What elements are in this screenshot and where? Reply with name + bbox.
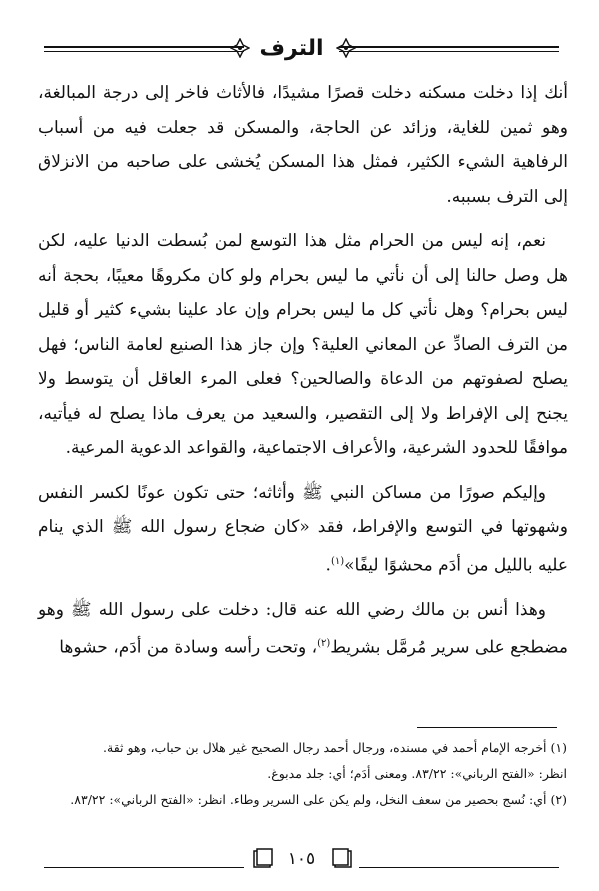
paragraph-3-end: .	[325, 555, 331, 576]
footer-rule-right	[359, 867, 559, 868]
footnote-2: (٢) أي: نُسج بحصير من سعف النخل، ولم يكن على السرير وطاء. انظر: «الفتح الرباني»: ٨٣/٢٢.	[70, 792, 567, 807]
paragraph-3-text: وإليكم صورًا من مساكن النبي ﷺ وأثاثه؛ حتى تكون عونًا لكسر النفس وشهوتها في التوسع والإفراط، فقد «كان ضجاع رسول الله ﷺ الذي ينام عليه بالليل من أدَم محشوًا ليفًا»	[38, 482, 568, 576]
footnote-ref-1[interactable]: (١)	[330, 555, 345, 567]
header-rule-left-thin	[44, 51, 244, 52]
ornament-right-icon	[336, 38, 356, 58]
book-ornament-left-icon	[252, 848, 274, 870]
book-ornament-right-icon	[331, 848, 353, 870]
running-header	[44, 32, 559, 68]
main-text	[38, 76, 568, 665]
paragraph-4	[38, 593, 568, 666]
header-rule-right	[339, 46, 559, 48]
running-title: الترف	[259, 36, 324, 61]
footnotes	[40, 735, 567, 813]
paragraph-1: أنك إذا دخلت مسكنه دخلت قصرًا مشيدًا، فالأثاث فاخر إلى درجة المبالغة، وهو ثمين للغاية، وزائد عن الحاجة، والمسكن قد جعلت فيه من أسباب الرفاهية الشيء الكثير، فمثل هذا المسكن يُخشى على صاحبه من الانزلاق إلى الترف بسببه.	[38, 83, 568, 207]
page-footer	[44, 846, 559, 874]
paragraph-3	[38, 476, 568, 583]
footnote-1: (١) أخرجه الإمام أحمد في مسنده، ورجال أحمد رجال الصحيح غير هلال بن حباب، وهو ثقة.	[103, 740, 567, 755]
footnote-1-cont: انظر: «الفتح الرباني»: ٨٣/٢٢. ومعنى أدَم؛ أي: جلد مدبوغ.	[267, 766, 567, 781]
paragraph-2-text: نعم، إنه ليس من الحرام مثل هذا التوسع لمن بُسطت الدنيا عليه، لكن هل وصل حالنا إلى أن نأتي ما ليس بحرام ولو كان مكروهًا معيبًا، بحجة أنه ليس بحرام؟ وهل نأتي كل ما ليس بحرام وإن عاد علينا بشيء كثير أو قليل من الترف الصادِّ عن المعاني العلية؟ وإن جاز هذا الصنيع لعامة الناس؛ فهل يصلح لصفوتهم من الدعاة والصالحين؟ فعلى المرء العاقل أن يتوسط ولا يجنح إلى الإفراط ولا إلى التقصير، والسعيد من يعرف ماذا يصلح له فيأتيه، موافقًا للحدود الشرعية، والأعراف الاجتماعية، والقواعد الدعوية المرعية.	[38, 231, 568, 458]
paragraph-2	[38, 224, 568, 466]
header-rule-left	[44, 46, 244, 48]
footnote-ref-2[interactable]: (٢)	[317, 638, 331, 650]
header-rule-right-thin	[339, 51, 559, 52]
page-number: ١٠٥	[287, 849, 316, 869]
paragraph-4-text: وهذا أنس بن مالك رضي الله عنه قال: دخلت على رسول الله ﷺ وهو مضطجع على سرير مُرمَّل بشريط	[38, 599, 568, 658]
footer-rule-left	[44, 867, 244, 868]
paragraph-4-end: ، وتحت رأسه وسادة من أدَم، حشوها	[59, 637, 318, 658]
footnote-separator	[417, 727, 557, 728]
